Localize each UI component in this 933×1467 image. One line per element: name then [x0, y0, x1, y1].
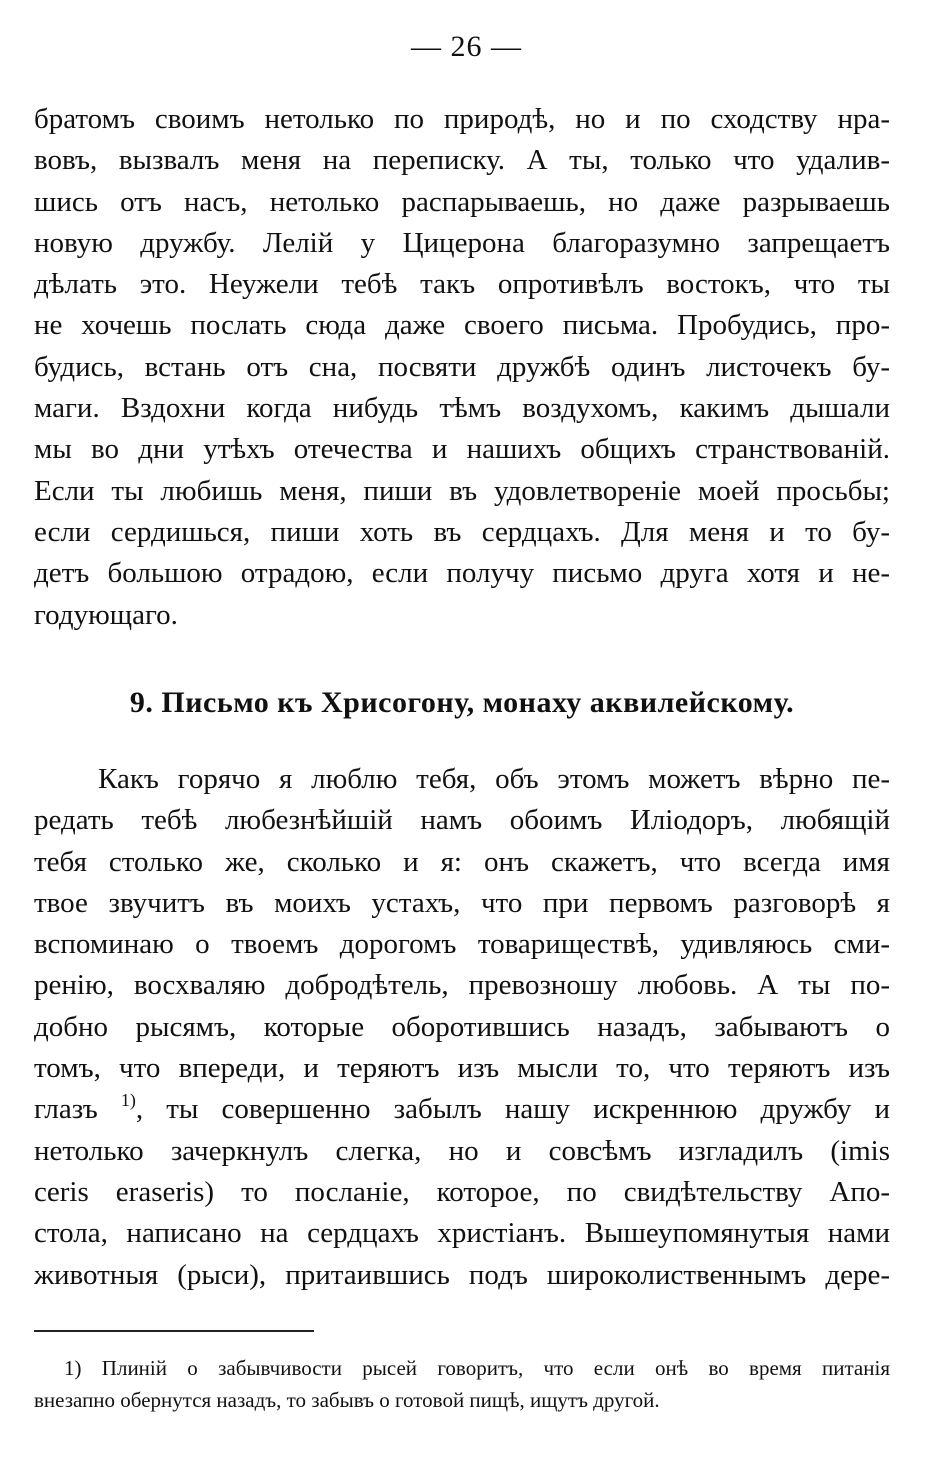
text-line: добно рысямъ, которые оборотившись назадъ, забываютъ о — [34, 1010, 890, 1043]
text-line: вспоминаю о твоемъ дорогомъ товариществѣ, удивляюсь сми- — [34, 928, 890, 961]
text-line: Если ты любишь меня, пиши въ удовлетвореніе моей просьбы; — [34, 474, 890, 507]
footnote-line: 1) Плиній о забывчивости рысей говоритъ, что если онѣ во время питанія — [64, 1356, 890, 1380]
footnote-divider — [34, 1330, 314, 1332]
text-line: маги. Вздохни когда нибудь тѣмъ воздухомъ, какимъ дышали — [34, 392, 890, 425]
text-line: томъ, что впереди, и теряютъ изъ мысли то, что теряютъ изъ — [34, 1052, 890, 1085]
text-line: нетолько зачеркнулъ слегка, но и совсѣмъ изгладилъ (imis — [34, 1134, 890, 1167]
paragraph-continuation — [34, 99, 890, 636]
text-line: если сердишься, пиши хоть въ сердцахъ. Для меня и то бу- — [34, 515, 890, 548]
text-fragment: глазъ — [34, 1093, 121, 1126]
text-line-with-footnote — [34, 1089, 890, 1130]
text-line: тебя столько же, сколько и я: онъ скажетъ, что всегда имя — [34, 845, 890, 878]
text-line: вовъ, вызвалъ меня на переписку. А ты, только что удалив- — [34, 144, 890, 177]
text-line: будись, встань отъ сна, посвяти дружбѣ одинъ листочекъ бу- — [34, 350, 890, 383]
letter-body — [34, 759, 890, 1296]
footnote-line: внезапно обернутся назадъ, то забывъ о готовой пищѣ, ищутъ другой. — [34, 1388, 660, 1412]
text-line: редать тебѣ любезнѣйшій намъ обоимъ Иліодоръ, любящій — [34, 804, 890, 837]
text-line: шись отъ насъ, нетолько распарываешь, но даже разрываешь — [34, 185, 890, 218]
text-line: твое звучитъ въ моихъ устахъ, что при первомъ разговорѣ я — [34, 886, 890, 919]
text-line: годующаго. — [34, 598, 178, 631]
footnote-marker: 1) — [120, 1090, 136, 1111]
text-line: животныя (рыси), притаившись подъ широколиственнымъ дере- — [34, 1258, 890, 1291]
text-line: дѣлать это. Неужели тебѣ такъ опротивѣлъ востокъ, что ты — [34, 268, 890, 301]
letter-heading: 9. Письмо къ Хрисогону, монаху аквилейскому. — [129, 686, 795, 719]
text-line: не хочешь послать сюда даже своего письма. Пробудись, про- — [34, 309, 890, 342]
text-line: Какъ горячо я люблю тебя, объ этомъ можетъ вѣрно пе- — [98, 763, 890, 795]
text-fragment: , ты совершенно забылъ нашу искреннюю дружбу и — [135, 1093, 890, 1126]
text-line: мы во дни утѣхъ отечества и нашихъ общихъ странствованій. — [34, 433, 890, 466]
text-line: стола, написано на сердцахъ христіанъ. Вышеупомянутыя нами — [34, 1217, 890, 1250]
text-line: новую дружбу. Лелій у Цицерона благоразумно запрещаетъ — [34, 226, 890, 259]
text-line: братомъ своимъ нетолько по природѣ, но и по сходству нра- — [34, 103, 890, 135]
text-line: детъ большою отрадою, если получу письмо друга хотя и не- — [34, 557, 890, 590]
text-line: ceris eraseris) то посланіе, которое, по свидѣтельству Апо- — [34, 1175, 890, 1208]
page-number: — 26 — — [411, 30, 522, 63]
footnote — [34, 1352, 890, 1416]
text-line: ренію, восхваляю добродѣтель, превозношу любовь. А ты по- — [34, 969, 890, 1002]
